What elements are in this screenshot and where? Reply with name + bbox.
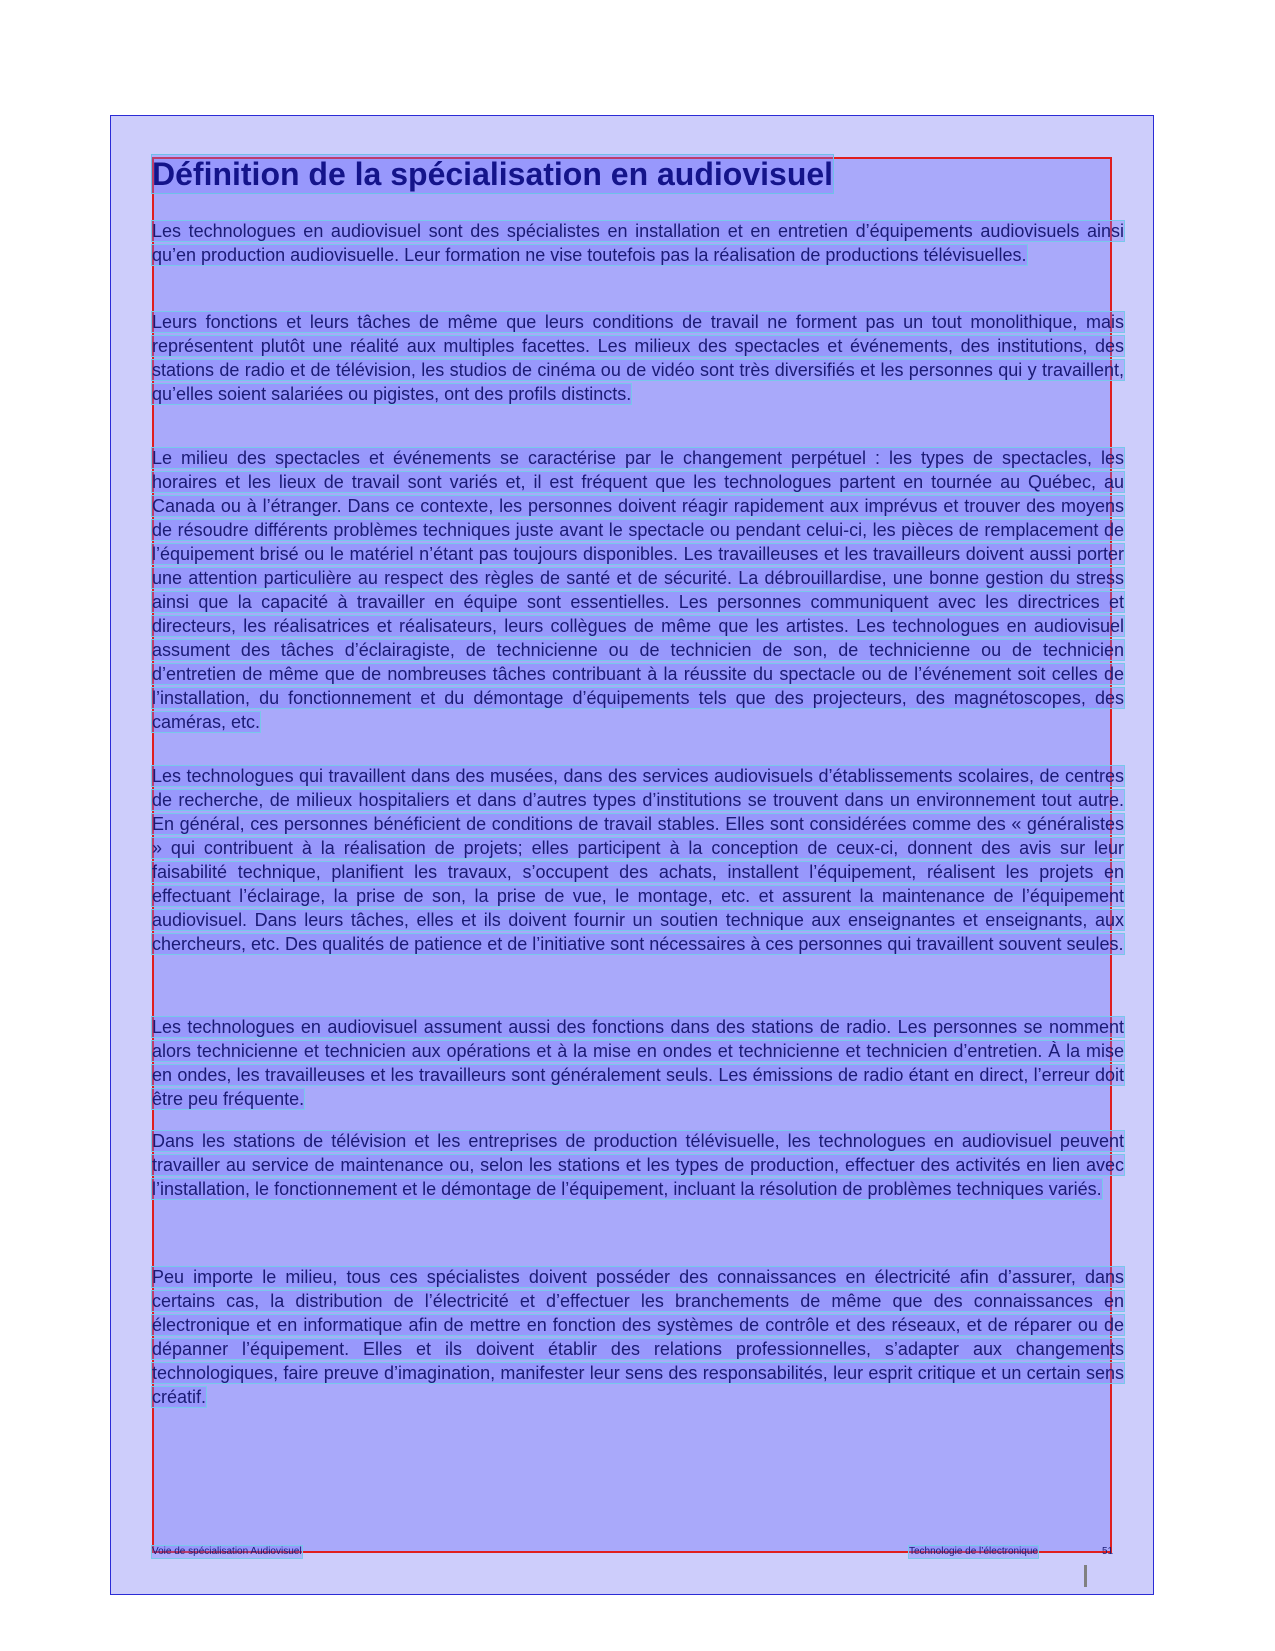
paragraph-3 [152, 446, 1124, 734]
paragraph-text: Leurs fonctions et leurs tâches de même que leurs conditions de travail ne forment pas un tout monolithique, mais représentent plutôt une réalité aux multiples facettes. Les milieux des spectacles et événements, des institutions, des stations de radio et de télévision, les studios de cinéma ou de vidéo sont très diversifiés et les personnes qui y travaillent, qu’elles soient salariées ou pigistes, ont des profils distincts. [152, 312, 1124, 404]
paragraph-text: Les technologues qui travaillent dans des musées, dans des services audiovisuels d’établissements scolaires, de centres de recherche, de milieux hospitaliers et dans d’autres types d’institutions se trouvent dans un environnement tout autre. En général, ces personnes bénéficient de conditions de travail stables. Elles sont considérées comme des « généralistes » qui contribuent à la réalisation de projets; elles participent à la conception de ceux-ci, donnent des avis sur leur faisabilité technique, planifient les travaux, s’occupent des achats, installent l’équipement, réalisent les projets en effectuant l’éclairage, la prise de son, la prise de vue, le montage, etc. et assurent la maintenance de l’équipement audiovisuel. Dans leurs tâches, elles et ils doivent fournir un soutien technique aux enseignantes et enseignants, aux chercheurs, etc. Des qualités de patience et de l’initiative sont nécessaires à ces personnes qui travaillent souvent seules. [152, 766, 1124, 954]
paragraph-text: Dans les stations de télévision et les entreprises de production télévisuelle, les technologues en audiovisuel peuvent travailler au service de maintenance ou, selon les stations et les types de production, effectuer des activités en lien avec l’installation, le fonctionnement et le démontage de l’équipement, incluant la résolution de problèmes techniques variés. [152, 1131, 1124, 1199]
paragraph-text: Les technologues en audiovisuel sont des spécialistes en installation et en entretien d’équipements audiovisuels ainsi qu’en production audiovisuelle. Leur formation ne vise toutefois pas la réalisation de productions télévisuelles. [152, 221, 1124, 265]
footer-left: Voie de spécialisation Audiovisuel [152, 1546, 302, 1557]
content-area [152, 156, 1124, 1557]
paragraph-7 [152, 1265, 1124, 1409]
paragraph-text: Peu importe le milieu, tous ces spécialistes doivent posséder des connaissances en électricité afin d’assurer, dans certains cas, la distribution de l’électricité et d’effectuer les branchements de même que des connaissances en électronique et en informatique afin de mettre en fonction des systèmes de contrôle et des réseaux, et de réparer ou de dépanner l’équipement. Elles et ils doivent établir des relations professionnelles, s’adapter aux changements technologiques, faire preuve d’imagination, manifester leur sens des responsabilités, leur esprit critique et un certain sens créatif. [152, 1267, 1124, 1407]
paragraph-1 [152, 219, 1124, 267]
paragraph-text: Le milieu des spectacles et événements se caractérise par le changement perpétuel : les types de spectacles, les horaires et les lieux de travail sont variés et, il est fréquent que les technologues partent en tournée au Québec, au Canada ou à l’étranger. Dans ce contexte, les personnes doivent réagir rapidement aux imprévus et trouver des moyens de résoudre différents problèmes techniques juste avant le spectacle ou pendant celui-ci, les pièces de remplacement de l’équipement brisé ou le matériel n’étant pas toujours disponibles. Les travailleuses et les travailleurs doivent aussi porter une attention particulière au respect des règles de santé et de sécurité. La débrouillardise, une bonne gestion du stress ainsi que la capacité à travailler en équipe sont essentielles. Les personnes communiquent avec les directrices et directeurs, les réalisatrices et réalisateurs, leurs collègues de même que les artistes. Les technologues en audiovisuel assument des tâches d’éclairagiste, de technicienne ou de technicien de son, de technicienne ou de technicien d’entretien de même que de nombreuses tâches contribuant à la réussite du spectacle ou de l’événement soit celles de l’installation, du fonctionnement et du démontage d’équipements tels que des projecteurs, des magnétoscopes, des caméras, etc. [152, 448, 1124, 732]
text-cursor-mark [1084, 1565, 1087, 1587]
page-number: 51 [1102, 1546, 1114, 1557]
footer-right: Technologie de l’électronique [909, 1546, 1038, 1557]
paragraph-4 [152, 764, 1124, 956]
page-title: Définition de la spécialisation en audiovisuel [152, 156, 834, 192]
paragraph-6 [152, 1129, 1124, 1201]
paragraph-2 [152, 310, 1124, 406]
paragraph-text: Les technologues en audiovisuel assument aussi des fonctions dans des stations de radio. Les personnes se nomment alors technicienne et technicien aux opérations et à la mise en ondes et technicienne et technicien d’entretien. À la mise en ondes, les travailleuses et les travailleurs sont généralement seuls. Les émissions de radio étant en direct, l’erreur doit être peu fréquente. [152, 1017, 1124, 1109]
paragraph-5 [152, 1015, 1124, 1111]
